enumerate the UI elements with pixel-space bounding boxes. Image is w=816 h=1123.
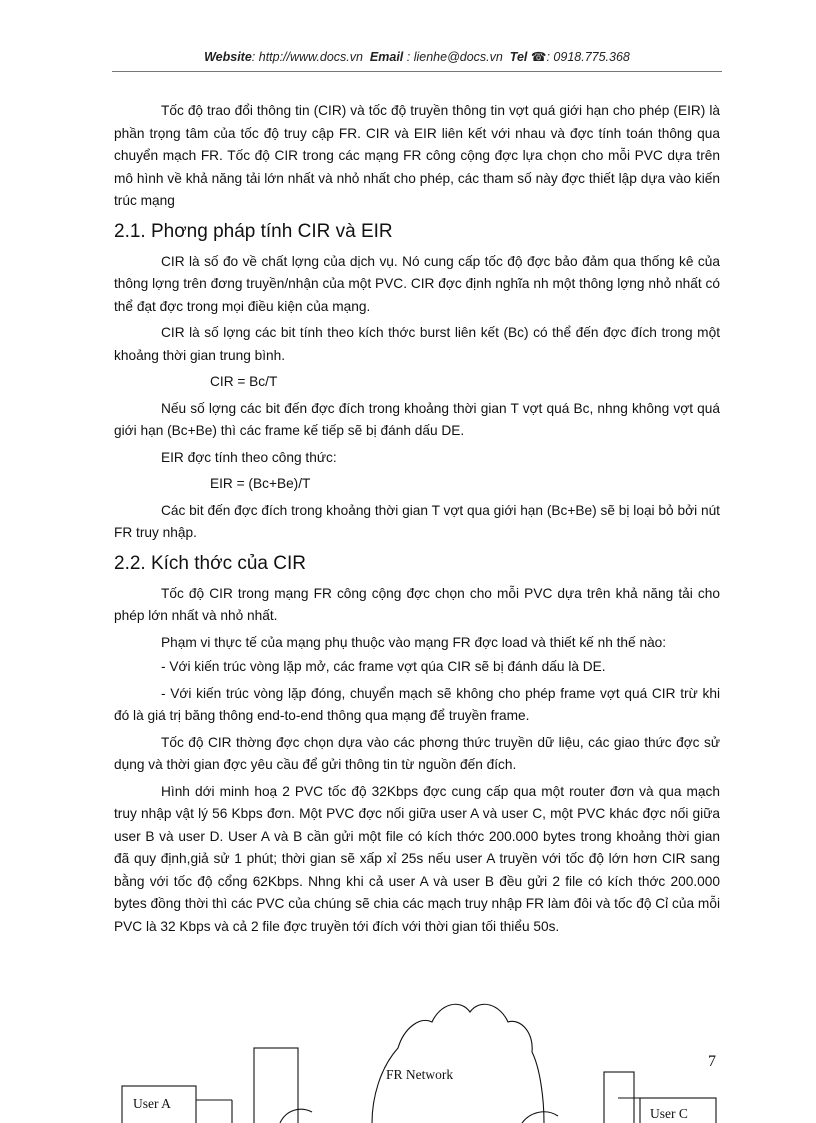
fr-network-cloud [372, 1004, 544, 1123]
section-heading-2-2: 2.2. Kích thớc của CIR [114, 552, 306, 574]
user-c-label: User C [650, 1106, 688, 1121]
tel-label: Tel [509, 50, 528, 64]
formula-cir: CIR = Bc/T [210, 374, 278, 389]
paragraph-pvc-example: Hình dới minh hoạ 2 PVC tốc độ 32Kbps đợc cung cấp qua một router đơn và qua mạch truy nhập vật lý 56 Kbps đơn. Một PVC đợc nối giữa user A và user C, một PVC khác đợc nối giữa user B và user D. User A và B cần gửi một file có kích thớc 200.000 bytes trong khoảng thời gian đã quy định,giả sử 1 phút; thời gian sẽ xấp xỉ 25s nếu user A truyền với tốc độ lớn hơn CIR sang bằng với tốc độ cổng 62Kbps. Nhng khi cả user A và user B đều gửi 2 file có kích thớc 200.000 bytes đồng thời thì các PVC của chúng sẽ chia các mạch truy nhập FR làm đôi và tốc độ Cỉ của mỗi PVC là 32 Kbps và cả 2 file đợc truyền tới đích với thời gian tối thiểu 50s. [114, 783, 720, 934]
formula-eir: EIR = (Bc+Be)/T [210, 476, 311, 491]
page-number: 7 [708, 1053, 716, 1070]
paragraph-intro: Tốc độ trao đổi thông tin (CIR) và tốc độ truyền thông tin vợt quá giới hạn cho phép (EIR) là phần trọng tâm của tốc độ truy cập FR. CIR và EIR liên kết với nhau và đợc tính toán thông qua chuyển mạch FR. Tốc độ CIR trong các mạng FR công cộng đợc lựa chọn cho mỗi PVC dựa trên mô hình về khả năng tải lớn nhất và nhỏ nhất cho phép, các tham số này đợc thiết lập dựa vào kiến trúc mạng [114, 103, 720, 208]
email-value: : lienhe@docs.vn [406, 50, 503, 64]
paragraph-cir-selection: Tốc độ CIR trong mạng FR công cộng đợc chọn cho mỗi PVC dựa trên khả năng tải cho phép lớn nhất và nhỏ nhất. [114, 585, 720, 623]
website-value: : http://www.docs.vn [251, 50, 363, 64]
bullet-open-loop: - Với kiến trúc vòng lặp mở, các frame vợt qúa CIR sẽ bị đánh dấu là DE. [161, 659, 606, 674]
fr-network-label: FR Network [386, 1067, 454, 1082]
tel-value: : 0918.775.368 [546, 50, 630, 64]
email-label: Email [369, 50, 404, 64]
paragraph-network-scope: Phạm vi thực tế của mạng phụ thuộc vào mạng FR đợc load và thiết kế nh thế nào: [161, 634, 667, 650]
paragraph-cir-bits: CIR là số lợng các bit tính theo kích thớc burst liên kết (Bc) có thể đến đợc đích trong một khoảng thời gian trung bình. [114, 325, 720, 363]
cloud-bottom-left-arc [280, 1109, 312, 1123]
section-heading-2-1: 2.1. Phơng pháp tính CIR và EIR [114, 220, 393, 242]
user-a-label: User A [133, 1096, 171, 1111]
website-label: Website [204, 50, 252, 64]
paragraph-cir-definition: CIR là số đo về chất lợng của dịch vụ. Nó cung cấp tốc độ đợc bảo đảm qua thống kê của thông lợng trên đơng truyền/nhận của một PVC. CIR đợc định nghĩa nh một thông lợng nhỏ nhất có thể đạt đợc trong mọi điều kiện của mạng. [114, 253, 720, 314]
paragraph-cir-method: Tốc độ CIR thờng đợc chọn dựa vào các phơng thức truyền dữ liệu, các giao thức đợc sử dụng và thời gian đợc yêu cầu để gửi thông tin từ nguồn đến đích. [114, 734, 720, 772]
paragraph-exceed-bc: Nếu số lợng các bit đến đợc đích trong khoảng thời gian T vợt quá Bc, nhng không vợt quá giới hạn (Bc+Be) thì các frame kế tiếp sẽ bị đánh dấu DE. [114, 400, 720, 438]
paragraph-eir-formula-intro: EIR đợc tính theo công thức: [161, 449, 337, 465]
phone-icon: ☎ [530, 50, 547, 64]
paragraph-discard: Các bit đến đợc đích trong khoảng thời gian T vợt qua giới hạn (Bc+Be) sẽ bị loại bỏ bởi nút FR truy nhập. [114, 502, 720, 540]
cloud-bottom-right-arc [522, 1112, 558, 1123]
bullet-closed-loop: - Với kiến trúc vòng lặp đóng, chuyển mạch sẽ không cho phép frame vợt quá CIR trừ khi đó là giá trị băng thông end-to-end thông qua mạng để truyền frame. [114, 685, 720, 723]
